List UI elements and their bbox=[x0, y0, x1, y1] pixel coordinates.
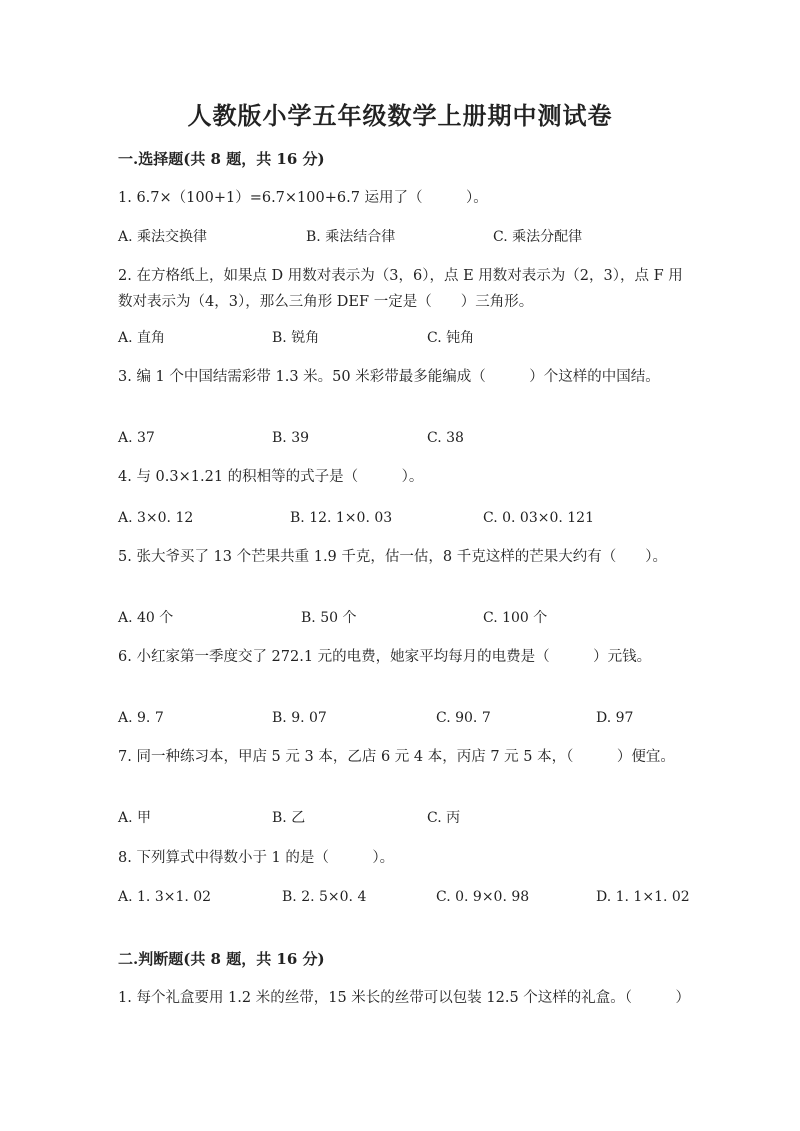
q1-option-b: B. 乘法结合律 bbox=[306, 229, 396, 245]
question-8: 8. 下列算式中得数小于 1 的是（ ）。 bbox=[118, 850, 395, 866]
q3-option-b: B. 39 bbox=[272, 430, 310, 446]
q1-option-c: C. 乘法分配律 bbox=[493, 229, 583, 245]
q6-option-d: D. 97 bbox=[596, 710, 634, 726]
question-1: 1. 6.7×（100+1）=6.7×100+6.7 运用了（ ）。 bbox=[118, 190, 488, 206]
page-title: 人教版小学五年级数学上册期中测试卷 bbox=[187, 101, 613, 130]
q8-option-d: D. 1. 1×1. 02 bbox=[596, 889, 690, 905]
q4-option-c: C. 0. 03×0. 121 bbox=[483, 510, 594, 526]
judge-question-1: 1. 每个礼盒要用 1.2 米的丝带，15 米长的丝带可以包装 12.5 个这样的礼盒。（ ） bbox=[118, 990, 691, 1006]
q3-option-c: C. 38 bbox=[427, 430, 464, 446]
q4-option-a: A. 3×0. 12 bbox=[118, 510, 194, 526]
q7-option-b: B. 乙 bbox=[272, 810, 306, 826]
section-heading-judge: 二.判断题(共 8 题，共 16 分) bbox=[118, 950, 325, 968]
q7-option-a: A. 甲 bbox=[118, 810, 152, 826]
question-4: 4. 与 0.3×1.21 的积相等的式子是（ ）。 bbox=[118, 469, 424, 485]
question-6: 6. 小红家第一季度交了 272.1 元的电费，她家平均每月的电费是（ ）元钱。 bbox=[118, 649, 652, 665]
section-heading-choice: 一.选择题(共 8 题，共 16 分) bbox=[118, 150, 325, 168]
q5-option-a: A. 40 个 bbox=[118, 610, 174, 626]
q2-option-c: C. 钝角 bbox=[427, 330, 475, 346]
question-3: 3. 编 1 个中国结需彩带 1.3 米。50 米彩带最多能编成（ ）个这样的中国结。 bbox=[118, 369, 660, 385]
q3-option-a: A. 37 bbox=[118, 430, 155, 446]
q5-option-b: B. 50 个 bbox=[301, 610, 357, 626]
q6-option-c: C. 90. 7 bbox=[436, 710, 491, 726]
q2-option-a: A. 直角 bbox=[118, 330, 166, 346]
q8-option-b: B. 2. 5×0. 4 bbox=[282, 889, 367, 905]
q4-option-b: B. 12. 1×0. 03 bbox=[290, 510, 393, 526]
q8-option-c: C. 0. 9×0. 98 bbox=[436, 889, 530, 905]
question-2: 2. 在方格纸上，如果点 D 用数对表示为（3，6），点 E 用数对表示为（2，3），点 F 用数对表示为（4，3），那么三角形 DEF 一定是（ ）三角形。 bbox=[118, 268, 683, 310]
question-5: 5. 张大爷买了 13 个芒果共重 1.9 千克，估一估，8 千克这样的芒果大约有（ ）。 bbox=[118, 549, 667, 565]
q8-option-a: A. 1. 3×1. 02 bbox=[118, 889, 212, 905]
question-7: 7. 同一种练习本，甲店 5 元 3 本，乙店 6 元 4 本，丙店 7 元 5 本，（ ）便宜。 bbox=[118, 749, 675, 765]
q5-option-c: C. 100 个 bbox=[483, 610, 548, 626]
q6-option-b: B. 9. 07 bbox=[272, 710, 327, 726]
q7-option-c: C. 丙 bbox=[427, 810, 461, 826]
q1-option-a: A. 乘法交换律 bbox=[118, 229, 208, 245]
q6-option-a: A. 9. 7 bbox=[118, 710, 164, 726]
q2-option-b: B. 锐角 bbox=[272, 330, 320, 346]
